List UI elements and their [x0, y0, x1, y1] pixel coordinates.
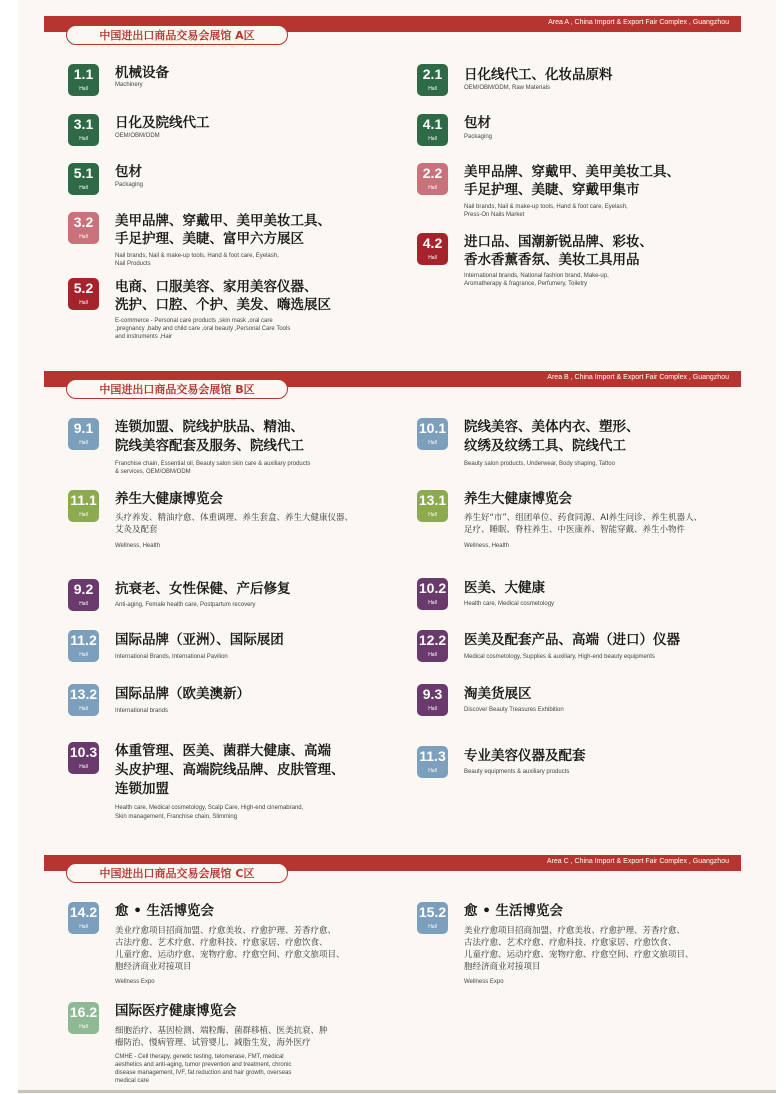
hall-number: 5.1 — [73, 165, 94, 181]
hall-description-line2: 古法疗愈、艺术疗愈、疗愈科技、疗愈家居、疗愈饮食、 — [464, 938, 677, 948]
hall-badge — [68, 630, 99, 662]
hall-label: Hall — [428, 136, 437, 142]
hall-number: 12.2 — [418, 632, 447, 648]
hall-title: 院线美容、美体内衣、塑形、 — [464, 419, 640, 435]
hall-label: Hall — [428, 924, 437, 930]
hall-label: Hall — [79, 512, 88, 518]
hall-english-line2: Press-On Nails Market — [464, 212, 525, 218]
hall-number: 10.1 — [418, 420, 447, 436]
hall-title: 进口品、国潮新锐品牌、彩妆、 — [464, 234, 653, 250]
hall-title: 体重管理、医美、菌群大健康、高端 — [115, 743, 331, 759]
hall-number: 15.2 — [418, 904, 447, 920]
hall-label: Hall — [428, 512, 437, 518]
hall-number: 4.2 — [422, 235, 443, 251]
hall-title: 日化及院线代工 — [115, 115, 210, 131]
hall-number: 1.1 — [73, 66, 94, 82]
hall-label: Hall — [79, 234, 88, 240]
hall-english-line3: and instruments ,Hair — [115, 334, 173, 340]
hall-title: 医美、大健康 — [464, 580, 545, 596]
hall-english: OEM/OBM/ODM — [115, 133, 160, 139]
hall-english: Beauty salon products, Underwear, Body shaping, Tattoo — [464, 461, 615, 467]
hall-description-line4: 胞经济商业对接项目 — [464, 962, 541, 972]
hall-description-line3: 儿童疗愈、运动疗愈、宠物疗愈、疗愈空间、疗愈文旅项目、 — [115, 950, 345, 960]
area-c-english-title: Area C , China Import & Export Fair Complex , Guangzhou — [546, 858, 729, 865]
hall-number: 13.1 — [418, 492, 447, 508]
area-a-english-title: Area A , China Import & Export Fair Complex , Guangzhou — [548, 19, 729, 26]
hall-title-line2: 手足护理、美睫、富甲六方展区 — [115, 231, 304, 247]
hall-label: Hall — [79, 764, 88, 770]
hall-english: Machinery — [115, 82, 143, 88]
hall-description-line2: 艾灸及配套 — [115, 525, 158, 535]
hall-badge — [68, 684, 99, 716]
hall-title-line2: 香水香薰香氛、美妆工具用品 — [464, 252, 640, 268]
hall-number: 9.1 — [73, 420, 94, 436]
hall-label: Hall — [428, 440, 437, 446]
hall-title-line3: 连锁加盟 — [115, 781, 169, 797]
hall-number: 3.1 — [73, 116, 94, 132]
hall-badge — [417, 163, 448, 195]
hall-title: 机械设备 — [115, 65, 169, 81]
hall-label: Hall — [428, 185, 437, 191]
hall-english: International brands, National fashion brand, Make-up, — [464, 273, 609, 279]
hall-number: 11.2 — [70, 632, 97, 648]
hall-english: Wellness Expo — [464, 979, 504, 985]
hall-label: Hall — [428, 652, 437, 658]
hall-english: Franchise chain, Essential oil, Beauty salon skin care & auxiliary products — [115, 461, 311, 467]
hall-description-line3: 儿童疗愈、运动疗愈、宠物疗愈、疗愈空间、疗愈文旅项目、 — [464, 950, 694, 960]
hall-title-line2: 头皮护理、高端院线品牌、皮肤管理、 — [115, 762, 345, 778]
hall-english: CMHE - Cell therapy, genetic testing, telomerase, FMT, medical — [115, 1054, 284, 1060]
hall-badge — [68, 579, 99, 611]
hall-english: Health care, Medical cosmetology, Scalp Care, High-end cinemabrand, — [115, 805, 304, 811]
hall-description-line2: 足疗、睡眠、脊柱养生、中医康养、智能穿戴、养生小物件 — [464, 525, 686, 535]
hall-badge — [68, 64, 99, 96]
hall-label: Hall — [428, 255, 437, 261]
hall-english: OEM/OBM/ODM, Raw Materials — [464, 85, 551, 91]
area-c-title-tag: 中国进出口商品交易会展馆 C区 — [66, 863, 288, 883]
hall-badge — [417, 684, 448, 716]
hall-badge — [68, 114, 99, 146]
hall-number: 2.2 — [422, 165, 443, 181]
hall-badge — [68, 418, 99, 450]
hall-english-line2: aesthetics and anti-aging, tumor prevention and treatment, chronic — [115, 1062, 292, 1068]
hall-english: Wellness Expo — [115, 979, 155, 985]
hall-description: 美业疗愈项目招商加盟、疗愈美妆、疗愈护理、芳香疗愈、 — [464, 926, 686, 936]
hall-description: 养生好“市”、组团单位、药食同源、AI养生问诊、养生机器人、 — [464, 513, 703, 523]
hall-english: Anti-aging, Female health care, Postpartum recovery — [115, 602, 256, 608]
hall-badge — [417, 902, 448, 934]
hall-english: Wellness, Health — [115, 543, 160, 549]
hall-english: Packaging — [464, 134, 493, 140]
hall-badge — [417, 746, 448, 778]
hall-badge — [417, 114, 448, 146]
hall-number: 16.2 — [69, 1004, 98, 1020]
hall-title: 美甲品牌、穿戴甲、美甲美妆工具、 — [464, 164, 680, 180]
hall-title: 电商、口服美容、家用美容仪器、 — [115, 279, 318, 295]
hall-description-line4: 胞经济商业对接项目 — [115, 962, 192, 972]
hall-number: 3.2 — [73, 214, 94, 230]
area-b-title-tag: 中国进出口商品交易会展馆 B区 — [66, 379, 288, 399]
hall-badge — [417, 64, 448, 96]
hall-number: 9.3 — [422, 686, 443, 702]
hall-title-line2: 洗护、口腔、个护、美发、嗨选展区 — [115, 297, 331, 313]
hall-label: Hall — [79, 136, 88, 142]
hall-english: Packaging — [115, 182, 144, 188]
hall-english: E-commerce - Personal care products ,skin mask ,oral care — [115, 318, 273, 324]
hall-title: 淘美货展区 — [464, 686, 532, 702]
hall-number: 11.3 — [419, 748, 446, 764]
hall-label: Hall — [79, 1024, 88, 1030]
hall-title: 医美及配套产品、高端（进口）仪器 — [464, 632, 680, 648]
hall-english: Nail brands, Nail & make-up tools, Hand & foot care, Eyelash, — [464, 204, 628, 210]
hall-number: 9.2 — [73, 581, 94, 597]
hall-label: Hall — [428, 600, 437, 606]
bottom-divider — [18, 1090, 776, 1093]
hall-number: 4.1 — [422, 116, 443, 132]
hall-title: 养生大健康博览会 — [115, 491, 223, 507]
hall-title: 愈 • 生活博览会 — [464, 903, 564, 919]
hall-badge — [417, 418, 448, 450]
hall-english-line2: Aromatherapy & fragrance, Perfumery, Toiletry — [464, 281, 588, 287]
hall-badge — [68, 163, 99, 195]
hall-badge — [68, 278, 99, 310]
hall-badge — [68, 902, 99, 934]
hall-badge — [68, 742, 99, 774]
hall-number: 13.2 — [69, 686, 98, 702]
area-b-english-title: Area B , China Import & Export Fair Complex , Guangzhou — [547, 374, 729, 381]
hall-badge — [68, 212, 99, 244]
hall-english-line2: & services, OEM/OBM/ODM — [115, 469, 191, 475]
hall-label: Hall — [428, 706, 437, 712]
hall-description-line2: 古法疗愈、艺术疗愈、疗愈科技、疗愈家居、疗愈饮食、 — [115, 938, 328, 948]
hall-label: Hall — [79, 706, 88, 712]
hall-title: 包材 — [115, 164, 142, 180]
hall-title: 国际品牌（欧美澳新） — [115, 686, 250, 702]
hall-title: 抗衰老、女性保健、产后修复 — [115, 581, 291, 597]
hall-english: Medical cosmetology, Supplies & auxiliary, High-end beauty equipments — [464, 654, 655, 660]
hall-label: Hall — [79, 652, 88, 658]
hall-english-line4: medical care — [115, 1078, 150, 1084]
hall-title: 连锁加盟、院线护肤品、精油、 — [115, 419, 304, 435]
hall-title: 专业美容仪器及配套 — [464, 748, 586, 764]
hall-badge — [417, 490, 448, 522]
hall-number: 14.2 — [69, 904, 98, 920]
hall-english: Nail brands, Nail & make-up tools, Hand & foot care, Eyelash, — [115, 253, 279, 259]
hall-english: Discover Beauty Treasures Exhibition — [464, 707, 564, 713]
hall-number: 10.2 — [418, 580, 447, 596]
hall-title: 国际医疗健康博览会 — [115, 1003, 237, 1019]
hall-number: 2.1 — [422, 66, 443, 82]
hall-title-line2: 纹绣及纹绣工具、院线代工 — [464, 438, 626, 454]
hall-title: 愈 • 生活博览会 — [115, 903, 215, 919]
hall-title-line2: 院线美容配套及服务、院线代工 — [115, 438, 304, 454]
hall-english: Health care, Medical cosmetology — [464, 601, 555, 607]
hall-english-line3: disease management, IVF, fat reduction and hair growth, overseas — [115, 1070, 292, 1076]
hall-title: 养生大健康博览会 — [464, 491, 572, 507]
hall-title: 国际品牌（亚洲）、国际展团 — [115, 632, 284, 648]
hall-badge — [417, 233, 448, 265]
hall-english: International brands — [115, 708, 169, 714]
hall-english-line2: Nail Products — [115, 261, 151, 267]
hall-description: 美业疗愈项目招商加盟、疗愈美妆、疗愈护理、芳香疗愈、 — [115, 926, 337, 936]
hall-badge — [417, 578, 448, 610]
hall-label: Hall — [79, 924, 88, 930]
hall-number: 10.3 — [69, 744, 98, 760]
hall-english-line2: Skin management, Franchise chain, Slimming — [115, 814, 238, 820]
hall-title: 美甲品牌、穿戴甲、美甲美妆工具、 — [115, 213, 331, 229]
hall-badge — [417, 630, 448, 662]
hall-english-line2: ,pregnancy ,baby and child care ,oral beauty ,Personal Care Tools — [115, 326, 291, 332]
hall-label: Hall — [428, 86, 437, 92]
hall-label: Hall — [428, 768, 437, 774]
hall-english: International Brands, International Pavilion — [115, 654, 228, 660]
hall-description-line2: 瘤防治、慢病管理、试管婴儿、减脂生发，海外医疗 — [115, 1038, 311, 1048]
hall-title: 日化线代工、化妆品原料 — [464, 67, 613, 83]
hall-label: Hall — [79, 440, 88, 446]
hall-english: Wellness, Health — [464, 543, 509, 549]
area-a-title-tag: 中国进出口商品交易会展馆 A区 — [66, 25, 288, 45]
hall-title-line2: 手足护理、美睫、穿戴甲集市 — [464, 182, 640, 198]
hall-label: Hall — [79, 185, 88, 191]
hall-badge — [68, 490, 99, 522]
hall-label: Hall — [79, 601, 88, 607]
hall-label: Hall — [79, 86, 88, 92]
hall-description: 头疗养发、精油疗愈、体重调理、养生套盒、养生大健康仪器、 — [115, 513, 354, 523]
hall-number: 5.2 — [73, 280, 94, 296]
hall-description: 细胞治疗、基因检测、端粒酶、菌群移植、医美抗衰、肿 — [115, 1026, 328, 1036]
hall-badge — [68, 1002, 99, 1034]
hall-english: Beauty equipments & auxiliary products — [464, 769, 570, 775]
hall-number: 11.1 — [70, 492, 97, 508]
hall-label: Hall — [79, 300, 88, 306]
hall-title: 包材 — [464, 115, 491, 131]
